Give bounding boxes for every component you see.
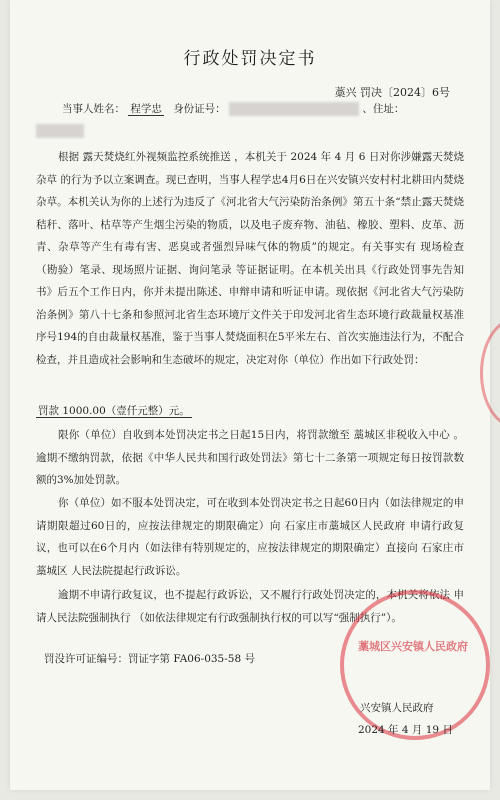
- address-line: [36, 122, 464, 140]
- redacted-address: [36, 124, 84, 138]
- signature-org: 兴安镇人民政府: [360, 702, 434, 714]
- address-label: 、住址：: [362, 103, 405, 115]
- penalty-amount: 罚款 1000.00（壹仟元整）元。: [38, 405, 190, 417]
- party-line: [36, 100, 464, 118]
- appeal-paragraph: 你（单位）如不服本处罚决定，可在收到本处罚决定书之日起60日内（如法律规定的申请期限超过60日的，应按法律规定的期限确定）向 石家庄市藁城区人民政府 申请行政复议，也可以在6个月内（如法律有特别规定的，应按法律规定的期限确定）直接向 石家庄市藁城区 人民法院提起行政诉讼。: [36, 497, 464, 577]
- document-number: 藁兴 罚决〔2024〕6号: [334, 86, 450, 99]
- cert-line: 罚没许可证编号：罚证字第 FA06-035-58 号: [44, 653, 255, 665]
- document-title: 行政处罚决定书: [183, 49, 317, 69]
- party-name: 程学忠: [130, 103, 162, 115]
- party-label: 当事人姓名：: [62, 103, 125, 115]
- seal-text: 藁城区兴安镇人民政府: [358, 640, 468, 653]
- seal-partial: [480, 318, 500, 428]
- redacted-id: [229, 102, 359, 116]
- id-label: 身份证号：: [173, 103, 226, 115]
- payment-paragraph: 限你（单位）自收到本处罚决定书之日起15日内，将罚款缴至 藁城区非税收入中心 。逾期不缴纳罚款，依据《中华人民共和国行政处罚法》第七十二条第一项规定每日按罚款数额的3%加处罚款。: [36, 429, 464, 486]
- penalty-paragraph: [36, 400, 464, 423]
- facts-paragraph: 根据 露天焚烧红外视频监控系统推送 ，本机关于 2024 年 4 月 6 日对你涉嫌露天焚烧杂草 的行为予以立案调查。现已查明，当事人程学忠4月6日在兴安镇兴安村村北耕田内焚烧杂草。本机关认为你的上述行为违反了《河北省大气污染防治条例》第五十条“禁止露天焚烧秸秆、落叶、枯草等产生烟尘污染的物质，以及电子废弃物、油毡、橡胶、塑料、皮革、沥青、杂草等产生有毒有害、恶臭或者强烈异味气体的物质”的规定。有关事实有 现场检查（勘验）笔录、现场照片证据、询问笔录 等证据证明。在本机关出具《行政处罚事先告知书》后五个工作日内，你并未提出陈述、申辩申请和听证申请。现依据《河北省大气污染防治条例》第八十七条和参照河北省生态环境厅文件关于印发河北省生态环境行政裁量权基准序号194的自由裁量权基准，鉴于当事人焚烧面积在5平米左右、首次实施违法行为，不配合检查，并且造成社会影响和生态破坏的规定，决定对你（单位）作出如下行政处罚：: [36, 151, 464, 366]
- signature-date: 2024 年 4 月 19 日: [358, 724, 453, 736]
- document-page: [10, 0, 490, 790]
- enforcement-paragraph: 逾期不申请行政复议，也不提起行政诉讼，又不履行行政处罚决定的，本机关将依法 申请人民法院强制执行 （如依法律规定有行政强制执行权的可以写“强制执行”）。: [36, 589, 464, 624]
- official-seal: [340, 590, 490, 740]
